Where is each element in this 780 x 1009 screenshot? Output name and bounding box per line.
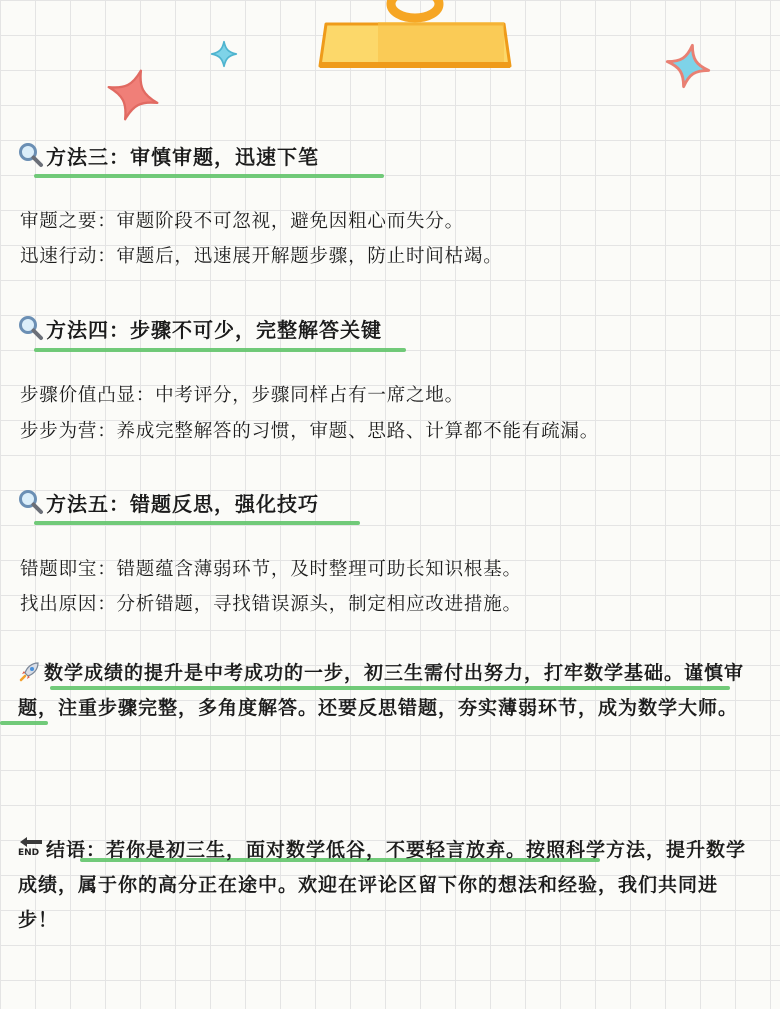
body-line: 迅速行动：审题后，迅速展开解题步骤，防止时间枯竭。 (20, 246, 503, 267)
magnifier-icon (18, 142, 44, 168)
pink-star-decoration (104, 66, 162, 124)
rocket-icon (18, 659, 42, 683)
magnifier-icon (18, 489, 44, 515)
conclusion-paragraph (18, 833, 753, 938)
heading-underline (34, 174, 384, 178)
heading-underline (34, 521, 360, 525)
end-arrow-icon (18, 836, 44, 860)
body-line: 找出原因：分析错题，寻找错误源头，制定相应改进措施。 (20, 594, 522, 615)
body-line: 审题之要：审题阶段不可忽视，避免因粗心而失分。 (20, 211, 464, 232)
blue-star-small-decoration (210, 40, 238, 68)
end-icon-label: END (18, 848, 40, 858)
body-line: 步步为营：养成完整解答的习惯，审题、思路、计算都不能有疏漏。 (20, 421, 600, 442)
body-line: 步骤价值凸显：中考评分，步骤同样占有一席之地。 (20, 385, 464, 406)
section-heading-text: 方法五：错题反思，强化技巧 (46, 491, 319, 516)
body-line: 错题即宝：错题蕴含薄弱环节，及时整理可助长知识根基。 (20, 559, 522, 580)
section-heading-text: 方法三：审慎审题，迅速下笔 (46, 144, 319, 169)
section-heading-method-5 (18, 485, 319, 519)
section-heading-method-4 (18, 311, 382, 345)
blue-star-decoration (664, 42, 712, 90)
section-heading-text: 方法四：步骤不可少，完整解答关键 (46, 317, 382, 342)
summary-text: 数学成绩的提升是中考成功的一步，初三生需付出努力，打牢数学基础。谨慎审题，注重步骤完整，多角度解答。还要反思错题，夯实薄弱环节，成为数学大师。 (18, 662, 745, 719)
binder-clip-decoration (318, 0, 512, 74)
section-heading-method-3 (18, 138, 319, 172)
magnifier-icon (18, 315, 44, 341)
heading-underline (34, 348, 406, 352)
conclusion-text: 结语：若你是初三生，面对数学低谷，不要轻言放弃。按照科学方法，提升数学成绩，属于你的高分正在途中。欢迎在评论区留下你的想法和经验，我们共同进步！ (18, 839, 747, 931)
summary-paragraph (18, 656, 753, 726)
